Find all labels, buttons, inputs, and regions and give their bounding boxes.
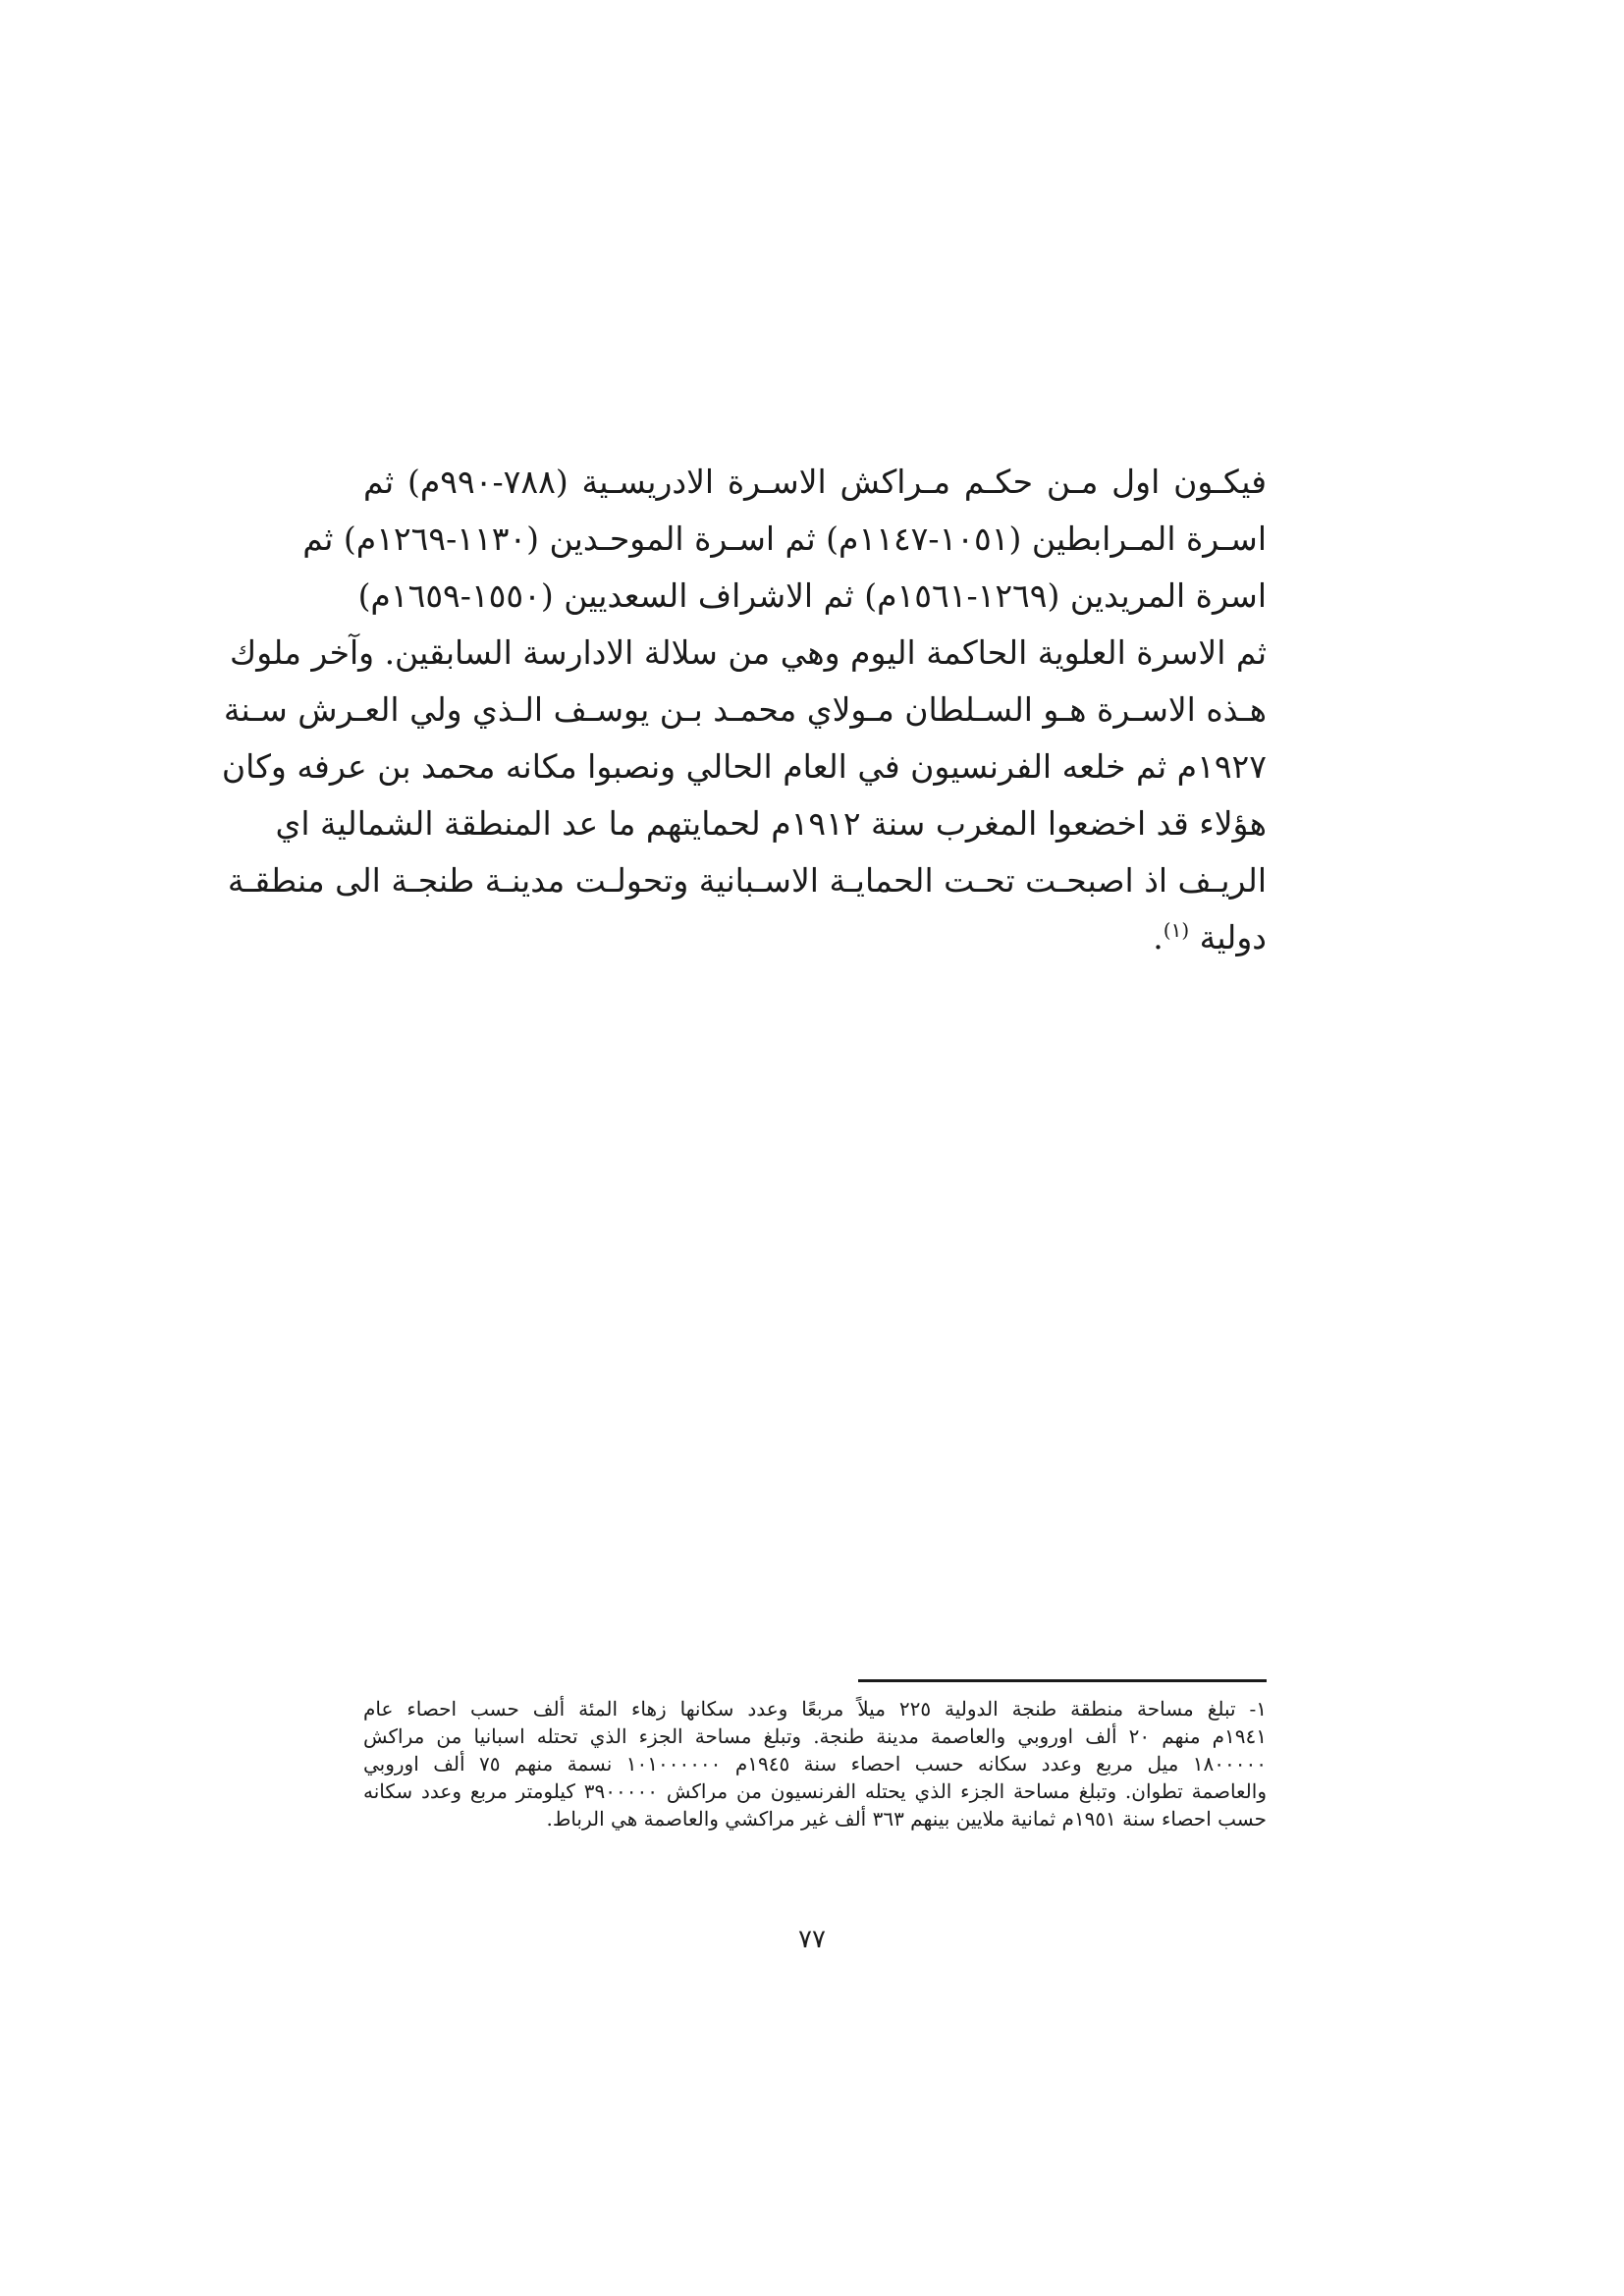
body-paragraph [221,454,1267,966]
footnote-line: ١٨٠٠٠٠٠ ميل مربع وعدد سكانه حسب احصاء سنة ١٩٤٥م ١٠١٠٠٠٠٠٠ نسمة منهم ٧٥ ألف اوروبي [363,1752,1267,1776]
paragraph-line: اسـرة المـرابطين (١٠٥١-١١٤٧م) ثم اسـرة الموحـدين (١١٣٠-١٢٦٩م) ثم [302,519,1267,558]
paragraph-line: فيكـون اول مـن حكـم مـراكش الاسـرة الادريسـية (٧٨٨-٩٩٠م) ثم [363,463,1267,501]
paragraph-line: ثم الاسرة العلوية الحاكمة اليوم وهي من سلالة الادارسة السابقين. وآخر ملوك [230,633,1267,672]
footnote-line: ١- تبلغ مساحة منطقة طنجة الدولية ٢٢٥ ميلاً مربعًا وعدد سكانها زهاء المئة ألف حسب احصاء عام [363,1697,1267,1721]
footnote-block [363,1695,1267,1832]
paragraph-line: هؤلاء قد اخضعوا المغرب سنة ١٩١٢م لحمايتهم ما عد المنطقة الشمالية اي [275,804,1267,843]
footnote-line: والعاصمة تطوان. وتبلغ مساحة الجزء الذي يحتله الفرنسيون من مراكش ٣٩٠٠٠٠٠ كيلومتر مربع وعدد سكانه [363,1779,1267,1803]
footnote-line: ١٩٤١م منهم ٢٠ ألف اوروبي والعاصمة مدينة طنجة. وتبلغ مساحة الجزء الذي تحتله اسبانيا من مراكش [363,1724,1268,1748]
footnote-line: حسب احصاء سنة ١٩٥١م ثمانية ملايين بينهم ٣٦٣ ألف غير مراكشي والعاصمة هي الرباط. [546,1807,1267,1831]
paragraph-line: ١٩٢٧م ثم خلعه الفرنسيون في العام الحالي ونصبوا مكانه محمد بن عرفه وكان [221,747,1267,786]
paragraph-line: الريـف اذ اصبحـت تحـت الحمايـة الاسـبانية وتحولـت مدينـة طنجـة الى منطقـة [227,861,1267,900]
footnote-separator [858,1679,1267,1682]
paragraph-line: اسرة المريدين (١٢٦٩-١٥٦١م) ثم الاشراف السعديين (١٥٥٠-١٦٥٩م) [357,576,1267,615]
paragraph-last-line [363,909,1267,966]
paragraph-line: هـذه الاسـرة هـو السـلطان مـولاي محمـد بـن يوسـف الـذي ولي العـرش سـنة [223,690,1267,729]
footnote-reference[interactable]: (١) [1163,918,1190,942]
last-line-end: . [1153,918,1164,957]
last-line-text: دولية [1199,918,1267,957]
page-number: ٧٧ [798,1925,826,1954]
